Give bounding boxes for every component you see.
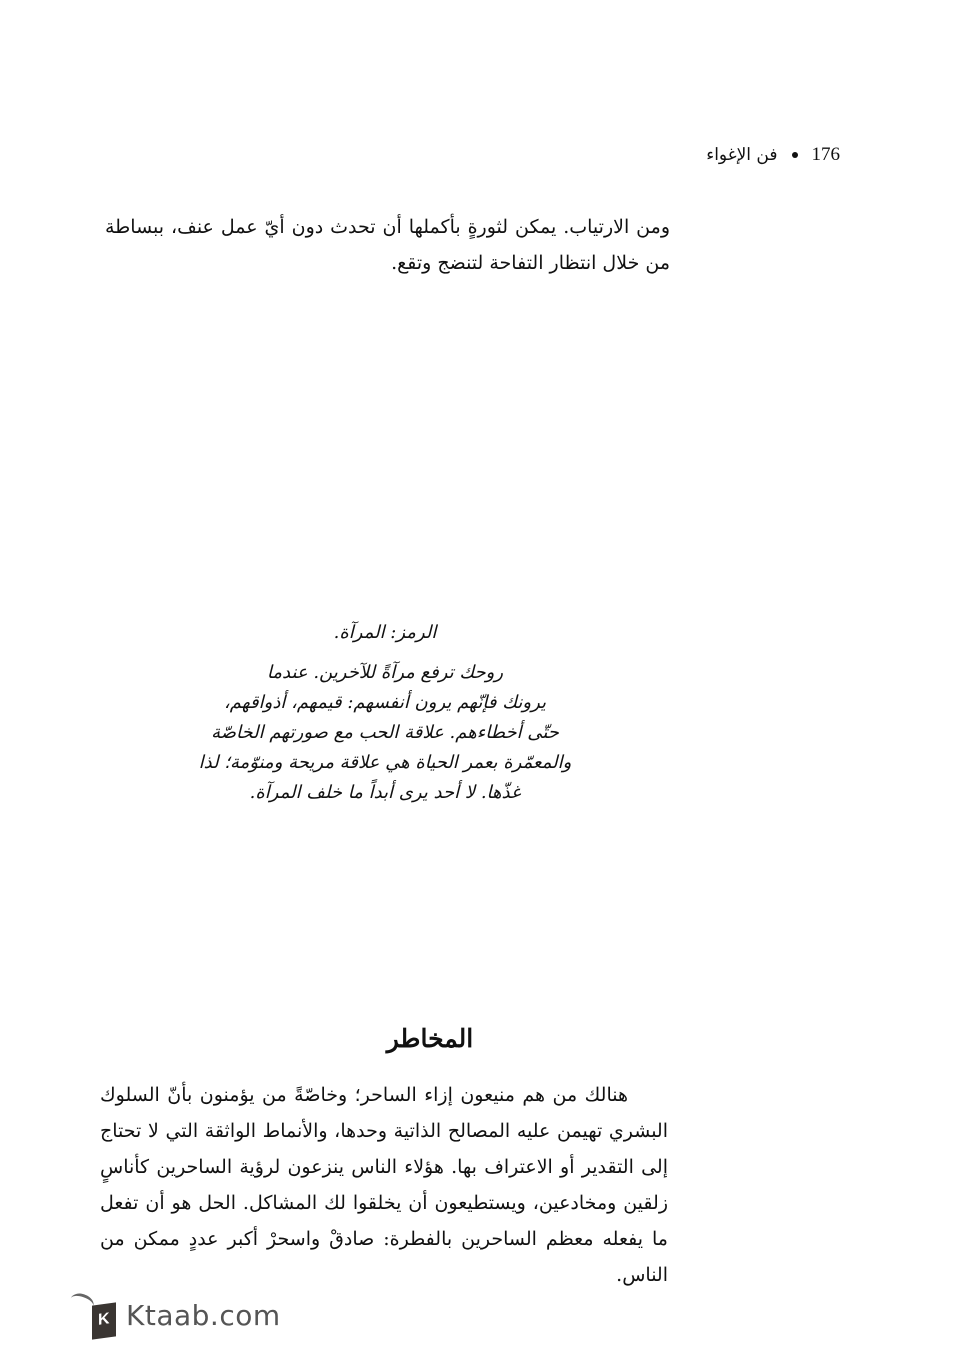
symbol-line: يرونك فإنّهم يرون أنفسهم: قيمهم، أذواقهم، bbox=[223, 692, 547, 713]
symbol-line: حتّى أخطاءهم. علاقة الحب مع صورتهم الخاصّة bbox=[211, 722, 559, 743]
section-paragraph: هنالك من هم منيعون إزاء الساحر؛ وخاصّةً من يؤمنون بأنّ السلوك البشري تهيمن عليه المصالح الذاتية وحدها، والأنماط الواثقة التي لا تحتاج إلى التقدير أو الاعتراف بها. هؤلاء الناس ينزعون لرؤية الساحرين كأناسٍ زلقين ومخادعين، ويستطيعون أن يخلقوا لك المشاكل. الحل هو أن تفعل ما يفعله معظم الساحرين بالفطرة: صادقْ واسحرْ أكبر عددٍ ممكن من الناس. bbox=[100, 1084, 668, 1286]
symbol-line: روحك ترفع مرآةً للآخرين. عندما bbox=[266, 662, 504, 683]
book-logo-icon bbox=[60, 1290, 110, 1340]
page-number: 176 bbox=[811, 144, 840, 165]
watermark-text: Ktaab.com bbox=[126, 1298, 281, 1332]
running-header bbox=[660, 140, 840, 170]
book-title: فن الإغواء bbox=[706, 145, 778, 165]
symbol-block bbox=[190, 618, 580, 808]
watermark-logo bbox=[60, 1290, 281, 1340]
bullet-separator-icon bbox=[792, 152, 798, 158]
section-heading: المخاطر bbox=[386, 1023, 474, 1053]
symbol-title: الرمز: المرآة. bbox=[333, 622, 437, 643]
symbol-line: والمعمّرة بعمر الحياة هي علاقة مريحة ومنوّمة؛ لذا bbox=[198, 752, 572, 773]
paragraph-continuation: ومن الارتياب. يمكن لثورةٍ بأكملها أن تحدث دون أيّ عمل عنف، ببساطة من خلال انتظار التفاحة لتنضج وتقع. bbox=[105, 216, 670, 274]
symbol-line: غذّها. لا أحد يرى أبداً ما خلف المرآة. bbox=[249, 782, 521, 803]
logo-letter: K bbox=[98, 1310, 110, 1329]
